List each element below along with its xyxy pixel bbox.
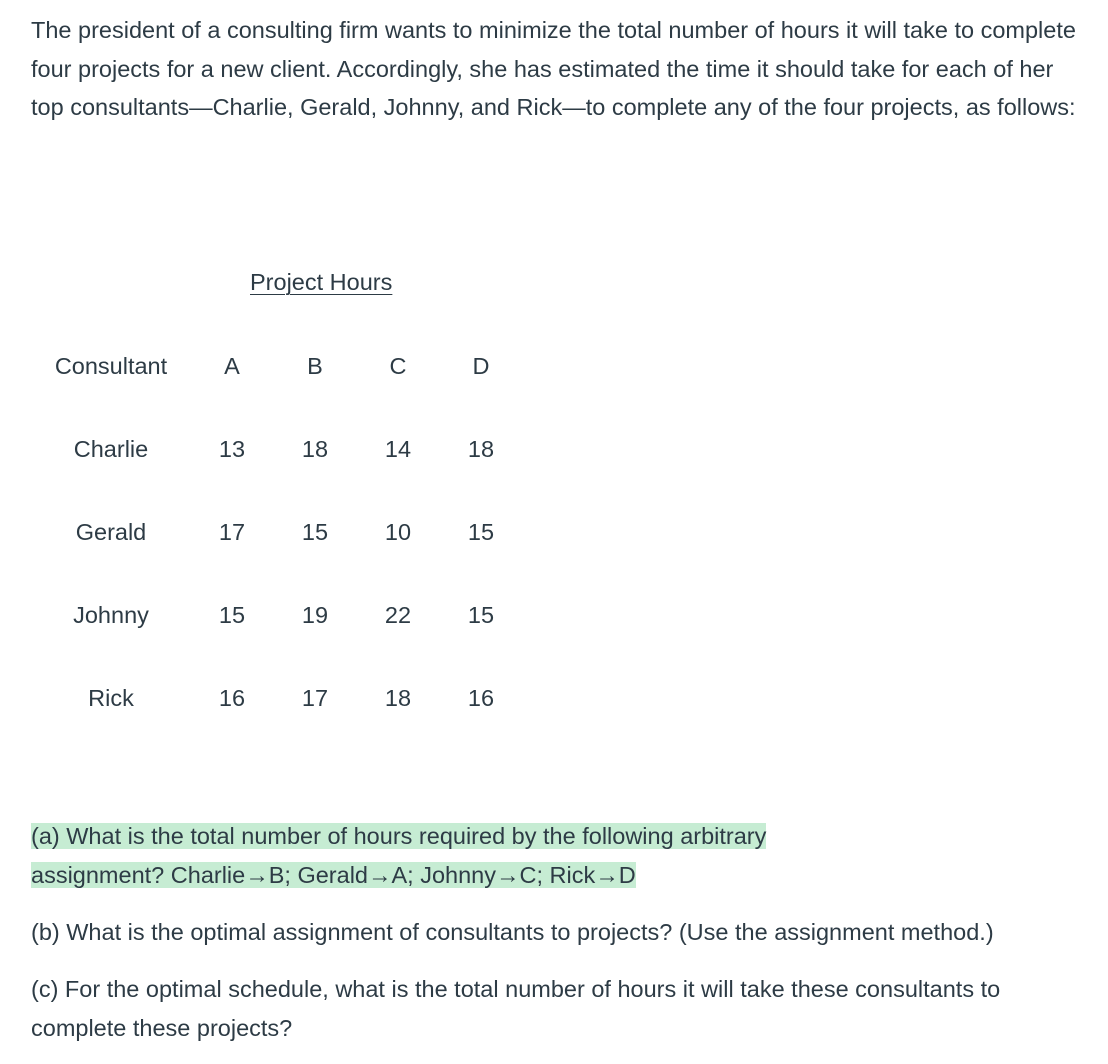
hours-cell: 17: [218, 519, 246, 545]
problem-intro: The president of a consulting firm wants to minimize the total number of hours it will take to complete four projects for a new client. Accordingly, she has estimated the time it should take for each of her top consultants—Charlie, Gerald, Johnny, and Rick—to complete any of the four projects, as follows:: [31, 17, 1076, 120]
question-c: (c) For the optimal schedule, what is the total number of hours it will take these consultants to complete these projects?: [31, 976, 1001, 1041]
hours-cell: 14: [384, 436, 412, 462]
header-project-a: A: [224, 353, 240, 379]
hours-cell: 17: [301, 685, 329, 711]
header-project-c: C: [389, 353, 407, 379]
consultant-name: Rick: [88, 685, 134, 711]
question-a: [31, 817, 851, 894]
hours-cell: 18: [301, 436, 329, 462]
consultant-name: Charlie: [73, 436, 149, 462]
hours-cell: 10: [384, 519, 412, 545]
header-project-d: D: [472, 353, 490, 379]
hours-cell: 19: [301, 602, 329, 628]
hours-cell: 22: [384, 602, 412, 628]
hours-cell: 16: [218, 685, 246, 711]
hours-cell: 15: [467, 519, 495, 545]
hours-cell: 18: [467, 436, 495, 462]
question-a-highlight: (a) What is the total number of hours required by the following arbitrary assignment? Charlie→B; Gerald→A; Johnny→C; Rick→D: [31, 823, 767, 888]
header-project-b: B: [307, 353, 323, 379]
hours-cell: 15: [467, 602, 495, 628]
hours-cell: 18: [384, 685, 412, 711]
hours-cell: 15: [301, 519, 329, 545]
consultant-name: Gerald: [75, 519, 147, 545]
question-b: (b) What is the optimal assignment of consultants to projects? (Use the assignment method.): [31, 919, 994, 945]
table-title: Project Hours: [250, 269, 393, 295]
hours-cell: 15: [218, 602, 246, 628]
consultant-name: Johnny: [73, 602, 149, 628]
hours-cell: 16: [467, 685, 495, 711]
header-consultant: Consultant: [54, 353, 168, 379]
hours-cell: 13: [218, 436, 246, 462]
